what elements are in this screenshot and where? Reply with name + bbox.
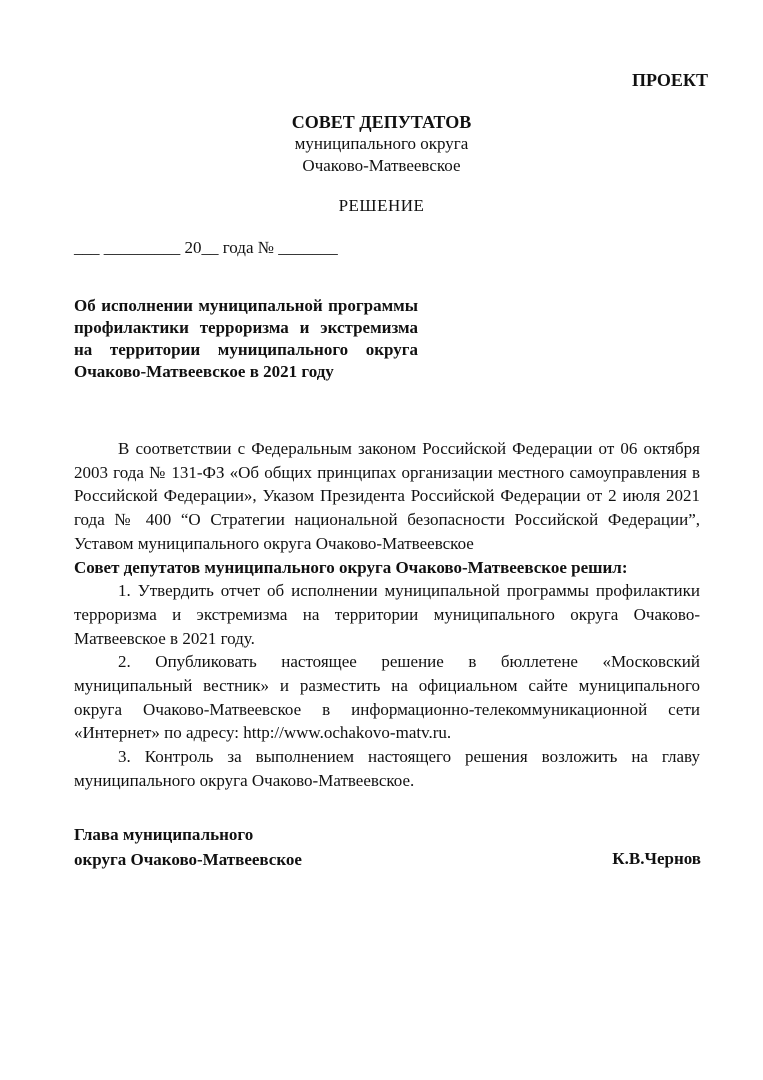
resolution-lead: Совет депутатов муниципального округа Очаково-Матвеевское решил: xyxy=(74,557,628,577)
signatory-name: К.В.Чернов xyxy=(612,849,701,868)
resolution-item: 2. Опубликовать настоящее решение в бюллетене «Московский муниципальный вестник» и разместить на официальном сайте муниципального округа Очаково-Матвеевское в информационно-телекоммуникационной сети «Интернет» по адресу: http://www.ochakovo-matv.ru. xyxy=(74,652,700,743)
resolution-item: 1. Утвердить отчет об исполнении муниципальной программы профилактики терроризма и экстремизма на территории муниципального округа Очаково-Матвеевское в 2021 году. xyxy=(74,581,700,648)
date-number-line: ___ _________ 20__ года № _______ xyxy=(74,238,338,257)
council-title: СОВЕТ ДЕПУТАТОВ xyxy=(291,112,472,132)
signatory-position-line: Глава муниципального xyxy=(74,825,254,844)
signatory-position xyxy=(74,822,302,872)
preamble-text: В соответствии с Федеральным законом Российской Федерации от 06 октября 2003 года № 131-ФЗ «Об общих принципах организации местного самоуправления в Российской Федерации», Указом Президента Российской Федерации от 2 июля 2021 года № 400 “О Стратегии национальной безопасности Российской Федерации”, Уставом муниципального округа Очаково-Матвеевское xyxy=(74,439,700,553)
project-label: ПРОЕКТ xyxy=(632,70,708,90)
municipality-line: муниципального округа xyxy=(294,134,469,153)
signatory-position-line: округа Очаково-Матвеевское xyxy=(74,850,302,869)
preamble-paragraph xyxy=(74,437,700,556)
document-subject: Об исполнении муниципальной программы профилактики терроризма и экстремизма на территории муниципального округа Очаково-Матвеевское в 2021 году xyxy=(74,296,418,381)
resolution-item: 3. Контроль за выполнением настоящего решения возложить на главу муниципального округа Очаково-Матвеевское. xyxy=(74,747,700,790)
document-body xyxy=(74,437,700,793)
document-type: РЕШЕНИЕ xyxy=(338,196,425,215)
district-name: Очаково-Матвеевское xyxy=(302,156,461,175)
